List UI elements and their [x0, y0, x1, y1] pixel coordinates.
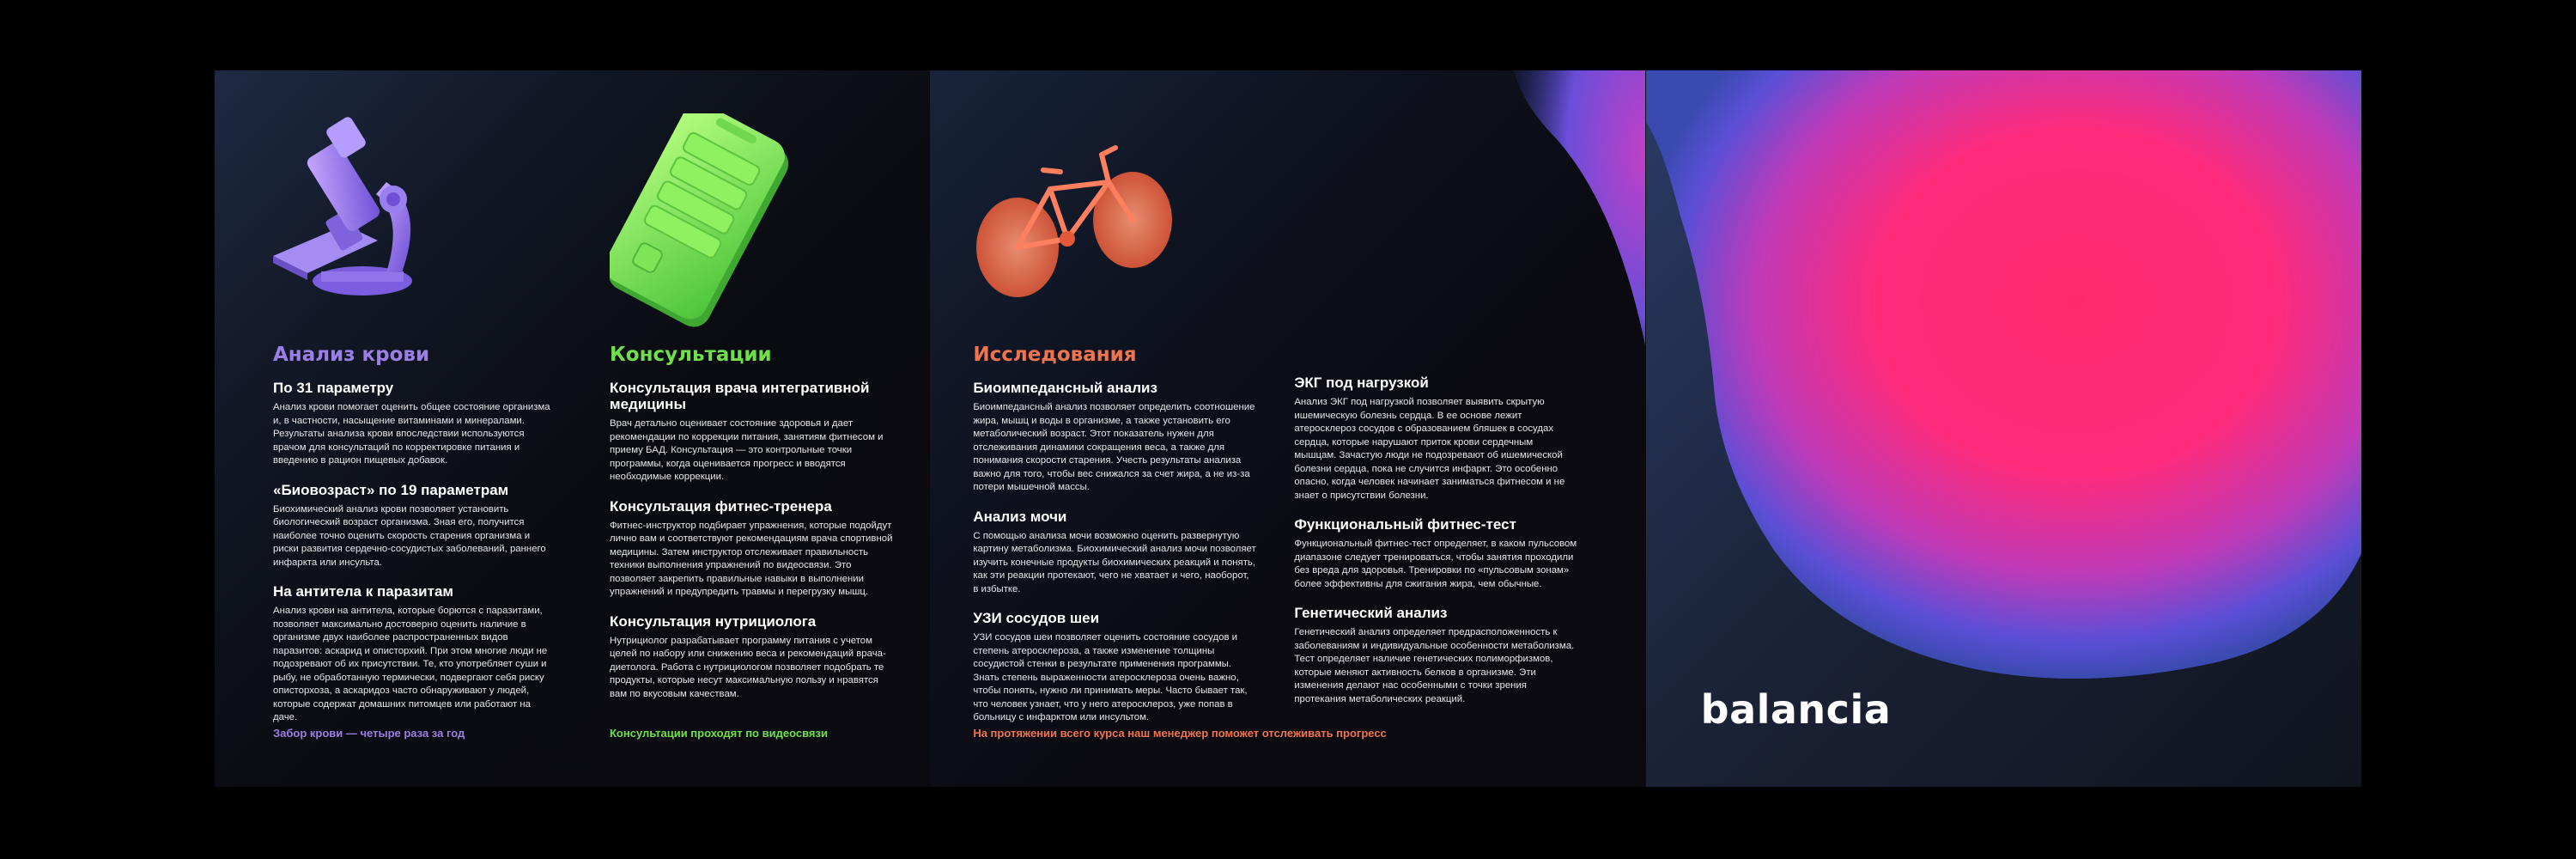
- item-heading: Генетический анализ: [1294, 605, 1448, 622]
- blood-tests-column: [273, 344, 556, 739]
- item-text: Врач детально оценивает состояние здоровья и дает рекомендации по коррекции питания, занятиям фитнесом и приему БАД. Консультация — это контрольные точки программы, когда оценивается прогресс и вводятся необходимые коррекции.: [610, 418, 884, 483]
- research-item: [973, 380, 1256, 495]
- item-text: Биохимический анализ крови позволяет установить биологический возраст организма. Зная его, получится наиболее точно оценить скорость старения организма и риски развития сердечно-сосудистых заболеваний, раннего инфаркта или инсульта.: [273, 503, 546, 568]
- consultation-item: [610, 613, 893, 702]
- brand-logo: balancia: [1700, 686, 1892, 733]
- consultations-title: Консультации: [610, 344, 772, 366]
- item-heading: ЭКГ под нагрузкой: [1294, 375, 1429, 391]
- research-item: [1294, 516, 1577, 591]
- blood-test-item: [273, 380, 556, 468]
- item-text: Анализ крови помогает оценить общее состояние организма и, в частности, насыщение витаминами и минералами. Результаты анализа крови впоследствии используются врачом для консультаций по корректировке питания и введению в рацион пищевых добавок.: [273, 402, 550, 466]
- consultations-column: [610, 344, 893, 715]
- research-title: Исследования: [973, 344, 1137, 366]
- smartphone-icon: [610, 113, 799, 328]
- research-column-right: [1294, 375, 1577, 720]
- blood-test-item: [273, 583, 556, 725]
- panel-cover: [1645, 70, 2361, 787]
- consultation-item: [610, 498, 893, 600]
- research-item: [1294, 375, 1577, 503]
- panel-research: [929, 70, 1644, 787]
- research-item: [1294, 605, 1577, 706]
- item-text: Нутрициолог разрабатывает программу питания с учетом целей по набору или снижению веса и рекомендаций врача-диетолога. Работа с нутрициологом позволяет подобрать те продукты, которые несут максимальную пользу и нравятся вам по вкусовым качествам.: [610, 635, 886, 699]
- item-heading: «Биовозраст» по 19 параметрам: [273, 481, 509, 498]
- research-item: [973, 610, 1256, 725]
- microscope-icon: [249, 105, 455, 311]
- item-text: Фитнес-инструктор подбирает упражнения, которые подойдут лично вам и соответствуют рекомендациям врача спортивной медицины. Затем инструктор отслеживает правильность техники выполнения упражнений по видеосвязи. Это позволяет закрепить правильные навыки в выполнении упражнений и предупредить травмы и перегрузку мышц.: [610, 520, 893, 598]
- item-heading: Консультация врача интегративной медицины: [610, 380, 870, 413]
- item-text: Биоимпедансный анализ позволяет определить соотношение жира, мышц и воды в организме, а также установить его метаболический возраст. Этот показатель нужен для отслеживания динамики сокращения веса, а также для понимания скорости старения. Учесть результаты анализа важно для того, чтобы вес снижался за счет жира, а не из-за потери мышечной массы.: [973, 402, 1255, 493]
- item-heading: Анализ мочи: [973, 508, 1067, 525]
- item-heading: УЗИ сосудов шеи: [973, 610, 1100, 627]
- item-heading: Консультация фитнес-тренера: [610, 497, 832, 515]
- gradient-blob-edge: [1479, 70, 1644, 345]
- item-heading: Функциональный фитнес-тест: [1294, 516, 1516, 533]
- item-text: Анализ ЭКГ под нагрузкой позволяет выявить скрытую ишемическую болезнь сердца. В ее основе лежит атеросклероз сосудов с образованием бляшек в сосудах сердца, которые нарушают приток крови сердечным мышцам. Зачастую люди не подозревают об ишемической болезни сердца, пока не случится инфаркт. Это особенно опасно, когда человек начинает заниматься фитнесом и не знает о присутствии болезни.: [1294, 397, 1565, 501]
- panel-tests-consultations: [215, 70, 929, 787]
- blood-test-item: [273, 482, 556, 570]
- research-column-left: [973, 344, 1256, 739]
- item-text: Генетический анализ определяет предрасположенность к заболеваниям и индивидуальные особенности метаболизма. Тест определяет наличие генетических полиморфизмов, которые меняют активность белков в организме. Эти изменения делают нас особенными с точки зрения протекания метаболических реакций.: [1294, 627, 1575, 704]
- item-text: УЗИ сосудов шеи позволяет оценить состояние сосудов и степень атеросклероза, а также изменение толщины сосудистой стенки в результате применения программы. Знать степень выраженности атеросклероза очень важно, чтобы понять, нужно ли принимать меры. Часто бывает так, что человек узнает, что у него атеросклероз, уже попав в больницу с инфарктом или инсультом.: [973, 632, 1248, 723]
- item-heading: Консультация нутрициолога: [610, 612, 817, 630]
- item-text: Функциональный фитнес-тест определяет, в каком пульсовом диапазоне следует тренироваться, чтобы занятия проходили без вреда для здоровья. Тренировки по «пульсовым зонам» более эффективны для сжигания жира, чем обычные.: [1294, 539, 1577, 589]
- consultation-item: [610, 380, 893, 484]
- item-heading: На антитела к паразитам: [273, 583, 453, 600]
- item-text: Анализ крови на антитела, которые борются с паразитами, позволяет максимально достоверно оценить наличие в организме двух наиболее распространенных видов паразитов: аскарид и описторхий. При этом многие люди не подозревают об их присутствии. Те, кто употребляет суши и рыбу, не обработанную термически, подвергают себя риску описторхоза, а аскаридоз часто обнаруживают у людей, которые содержат домашних питомцев или работают на даче.: [273, 606, 548, 723]
- item-text: С помощью анализа мочи возможно оценить развернутую картину метаболизма. Биохимический анализ мочи позволяет изучить конечные продукты биохимических реакций и понять, как эти реакции протекают, чего не хватает и чего, наоборот, в избытке.: [973, 530, 1256, 594]
- blood-tests-title: Анализ крови: [273, 344, 430, 366]
- research-item: [973, 509, 1256, 597]
- bicycle-icon: [964, 110, 1188, 316]
- consultations-footnote: Консультации проходят по видеосвязи: [610, 727, 828, 740]
- brochure: [215, 70, 2361, 787]
- item-heading: По 31 параметру: [273, 380, 394, 396]
- gradient-blob: [1646, 70, 2361, 787]
- blood-footnote: Забор крови — четыре раза за год: [273, 727, 465, 740]
- item-heading: Биоимпедансный анализ: [973, 380, 1157, 396]
- research-footnote: На протяжении всего курса наш менеджер поможет отслеживать прогресс: [973, 727, 1387, 740]
